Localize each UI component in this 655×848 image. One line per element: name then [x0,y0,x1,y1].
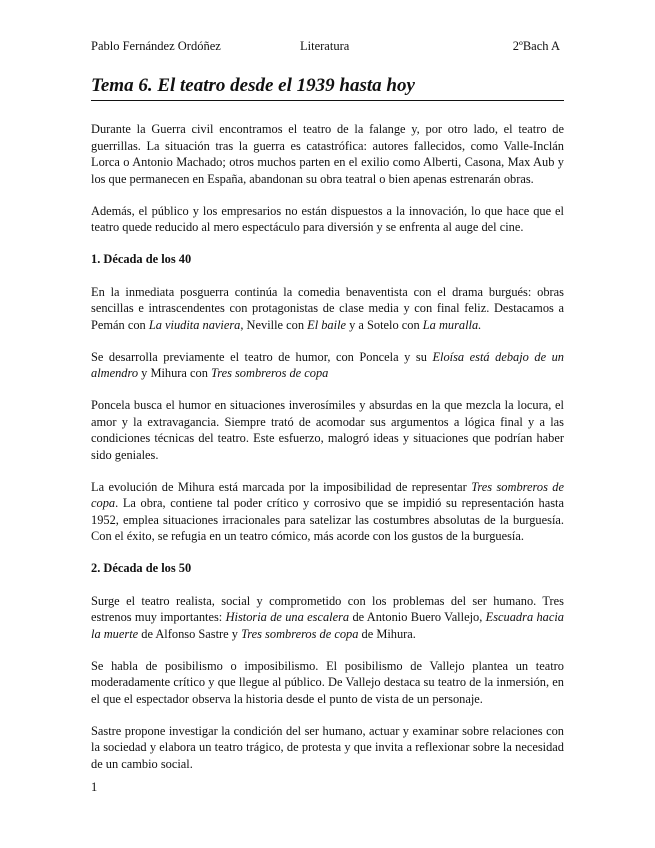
text-run: Surge el teatro realista, social y comprometido con los problemas del ser humano. Tres estrenos muy importantes: [91,593,564,624]
text-run: y a Sotelo con [346,317,423,332]
section-1-paragraph-3: Poncela busca el humor en situaciones inverosímiles y absurdas en la que mezcla la locura, el amor y la extravagancia. Siempre trató de acomodar sus argumentos a lógica final y a las condiciones técnicas del teatro. Este esfuerzo, malogró ideas y situaciones que podrían haber sido geniales. [91,398,564,462]
work-title: Tres sombreros de copa [241,626,359,641]
text-run: En la inmediata posguerra continúa la comedia benaventista con el drama burgués: obras sencillas e intrascendentes con protagonistas de clase media y con final feliz. Destacamos a Pemán con [91,284,564,332]
section-2-paragraph-2: Se habla de posibilismo o imposibilismo. El posibilismo de Vallejo plantea un teatro moderadamente crítico y que llegue al público. De Vallejo destaca su teatro de la inmersión, en el que el espectador observa la historia desde el punto de vista de un personaje. [91,658,564,706]
work-title: Historia de una escalera [225,610,350,624]
text-run: de Antonio Buero Vallejo, [349,610,486,624]
work-title: Tres sombreros de copa [91,479,564,510]
section-1-paragraph-1 [91,284,564,334]
intro-paragraph-2: Además, el público y los empresarios no están dispuestos a la innovación, lo que hace que el teatro quede reducido al mero espectáculo para diversión y se enfrenta al auge del cine. [91,203,564,234]
work-title: La muralla. [422,317,482,332]
header-author: Pablo Fernández Ordóñez [91,39,221,53]
work-title: Escuadra hacia la muerte [91,610,564,641]
section-1-paragraph-4 [91,479,564,545]
work-title: Tres sombreros de copa [211,366,329,380]
section-1-paragraph-2 [91,349,564,382]
text-run: , Neville con [240,317,308,332]
section-2-heading: 2. Década de los 50 [91,561,192,575]
text-run: de Alfonso Sastre y [138,626,242,641]
section-1-heading: 1. Década de los 40 [91,252,192,266]
section-2-paragraph-1 [91,593,564,643]
header-subject: Literatura [300,39,350,53]
intro-paragraph-1: Durante la Guerra civil encontramos el teatro de la falange y, por otro lado, el teatro de guerrillas. La situación tras la guerra es catastrófica: autores fallecidos, como Valle-Inclán Lorca o Antonio Machado; otros muchos parten en el exilio como Alberti, Casona, Max Aub y los que permanecen en España, abandonan su obra teatral o bien apenas estrenarán obras. [91,122,564,186]
page-number: 1 [91,780,98,794]
document-body [91,121,564,788]
text-run: y Mihura con [138,366,211,380]
work-title: Eloísa está debajo de un almendro [91,349,564,380]
header-course: 2ºBach A [512,39,560,53]
work-title: La viudita naviera [148,317,241,332]
section-2-paragraph-3: Sastre propone investigar la condición del ser humano, actuar y examinar sobre relaciones con la sociedad y elabora un teatro trágico, de protesta y que invita a reflexionar sobre la necesidad de un cambio social. [91,723,564,771]
document-title: Tema 6. El teatro desde el 1939 hasta hoy [91,74,564,101]
text-run: Se desarrolla previamente el teatro de humor, con Poncela y su [91,349,433,364]
text-run: . La obra, contiene tal poder crítico y corrosivo que se impidió su representación hasta 1952, emplea situaciones irracionales para satelizar las costumbres absolutas de la burguesía. Con el éxito, se refugia en un teatro cómico, más acorde con los gustos de la burguesía. [91,496,564,543]
work-title: El baile [307,317,347,332]
text-run: La evolución de Mihura está marcada por la imposibilidad de representar [91,479,472,494]
text-run: de Mihura. [358,626,416,641]
